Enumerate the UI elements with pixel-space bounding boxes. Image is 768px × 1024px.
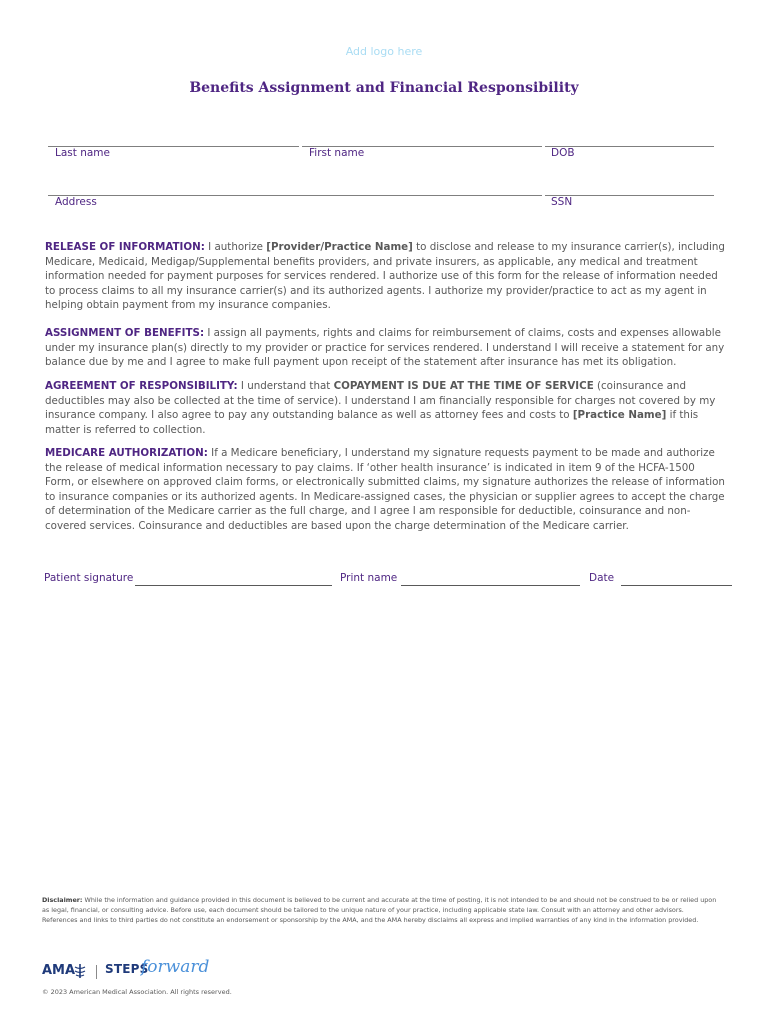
assignment-heading: ASSIGNMENT OF BENEFITS: [45, 327, 205, 339]
date-line[interactable] [621, 585, 732, 586]
ama-logo: AMA [42, 963, 76, 978]
forward-logo: forward [141, 957, 210, 977]
medicare-heading: MEDICARE AUTHORIZATION: [45, 447, 208, 459]
assignment-of-benefits-paragraph: ASSIGNMENT OF BENEFITS: I assign all payments, rights and claims for reimbursement of claims, costs and expenses allowable under my insurance plan(s) directly to my provider or practice for services rendered. I understand I will receive a statement for any balance due by me and I agree to make full payment upon receipt of the statement after insurance has met its obligation. [45, 327, 725, 368]
patient-signature-line[interactable] [135, 585, 332, 586]
disclaimer-label: Disclaimer: [42, 896, 83, 904]
disclaimer: Disclaimer: While the information and guidance provided in this document is believed to be current and accurate at the time of posting, it is not intended to be and should not be construed to be or relied upon as legal, financial, or consulting advice. Before use, each document should be tailored to the unique nature of your practice, including applicable state law. Consult with an attorney and other advisors. References and links to third parties do not constitute an endorsement or sponsorship by the AMA, and the AMA hereby disclaims all express and implied warranties of any kind in the information provided. [42, 896, 717, 924]
page-title: Benefits Assignment and Financial Responsibility [189, 80, 579, 96]
print-name-label: Print name [340, 572, 398, 584]
print-name-line[interactable] [401, 585, 580, 586]
release-of-information-paragraph: RELEASE OF INFORMATION: I authorize [Provider/Practice Name] to disclose and release to my insurance carrier(s), including Medicare, Medicaid, Medigap/Supplemental benefits providers, and private insurers, as applicable, any medical and treatment information needed for payment purposes for services rendered. I authorize use of this form for the release of information needed to process claims to all my insurance carrier(s) and its authorized agents. I authorize my provider/practice to act as my agent in helping obtain payment from my insurance companies. [45, 241, 725, 311]
ama-caduceus-icon [72, 964, 88, 978]
address-label: Address [55, 196, 97, 208]
logo-placeholder: Add logo here [345, 45, 423, 58]
agreement-of-responsibility-paragraph: AGREEMENT OF RESPONSIBILITY: I understand that COPAYMENT IS DUE AT THE TIME OF SERVICE (coinsurance and deductibles may also be collected at the time of service). I understand I am financially responsible for charges not covered by my insurance company. I also agree to pay any outstanding balance as well as attorney fees and costs to [Practice Name] if this matter is referred to collection. [45, 380, 716, 436]
medicare-authorization-paragraph: MEDICARE AUTHORIZATION: If a Medicare beneficiary, I understand my signature requests payment to be made and authorize the release of medical information necessary to pay claims. If ‘other health insurance’ is indicated in item 9 of the HCFA-1500 Form, or elsewhere on approved claim forms, or electronically submitted claims, my signature authorizes the release of information to insurance companies or its authorized agents. In Medicare-assigned cases, the physician or supplier agrees to accept the charge of determination of the Medicare carrier as the full charge, and I agree I am responsible for deductible, coinsurance and non-covered services. Coinsurance and deductibles are based upon the charge determination of the Medicare carrier. [45, 447, 725, 532]
ssn-label: SSN [551, 196, 573, 208]
first-name-label: First name [309, 147, 365, 159]
dob-label: DOB [551, 147, 575, 159]
agreement-heading: AGREEMENT OF RESPONSIBILITY: [45, 380, 238, 392]
last-name-label: Last name [55, 147, 110, 159]
copyright: © 2023 American Medical Association. All rights reserved. [42, 988, 232, 996]
patient-signature-label: Patient signature [44, 572, 134, 584]
address-line[interactable] [48, 195, 542, 196]
steps-logo: STEPS [105, 962, 149, 976]
release-heading: RELEASE OF INFORMATION: [45, 241, 205, 253]
logo-divider [96, 965, 97, 979]
date-label: Date [589, 572, 615, 584]
